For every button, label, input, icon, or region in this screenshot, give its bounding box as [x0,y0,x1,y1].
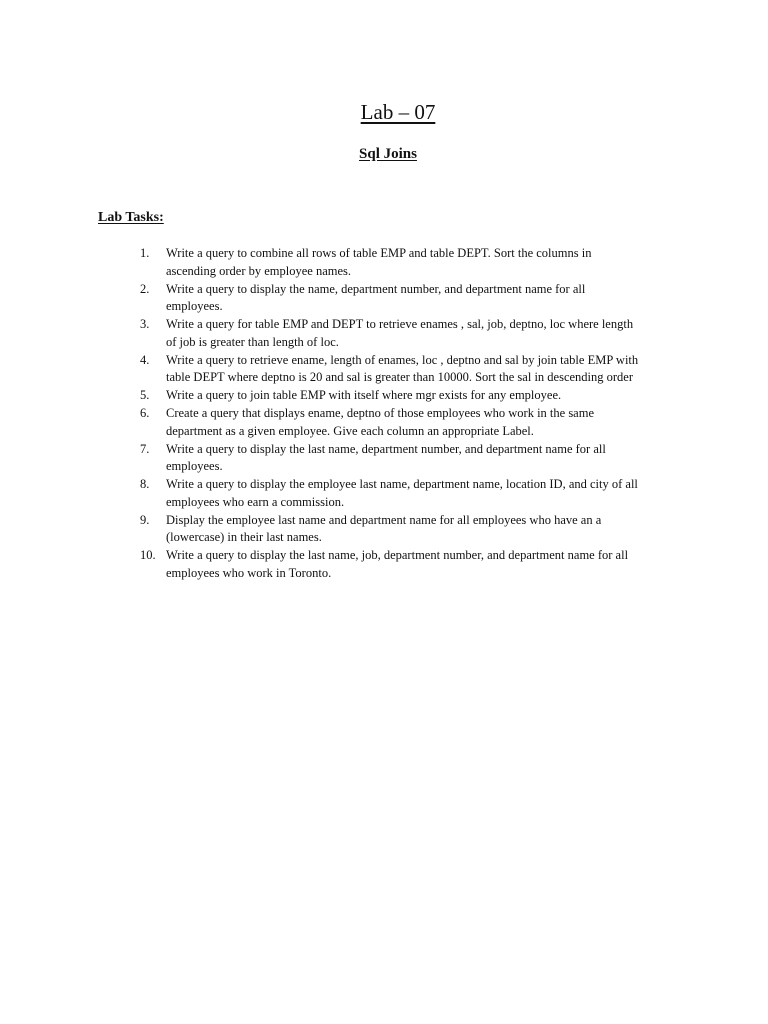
list-item-text: Write a query to retrieve ename, length of enames, loc , deptno and sal by join table EMP with table DEPT where deptno is 20 and sal is greater than 10000. Sort the sal in descending order [166,352,639,384]
list-item-number: 5. [140,388,150,402]
list-item [0,316,642,351]
list-item-text: Write a query to display the last name, job, department number, and department name for all employees who work in Toronto. [166,548,629,580]
list-item-number: 8. [140,477,150,491]
list-item-number: 6. [140,406,150,420]
page-subtitle: Sql Joins [359,146,417,162]
list-item-text: Write a query to display the employee last name, department name, location ID, and city of all employees who earn a commission. [166,477,638,509]
list-item-number: 2. [140,281,150,296]
list-item [0,547,642,582]
page-title: Lab – 07 [360,100,436,124]
list-item [0,476,642,511]
list-item-number: 9. [140,512,150,527]
list-item-text: Display the employee last name and department name for all employees who have an a (lowercase) in their last names. [166,512,602,544]
list-item [0,441,642,476]
section-heading: Lab Tasks: [98,210,164,225]
list-item-text: Write a query to display the last name, department number, and department name for all employees. [166,441,606,473]
list-item [0,245,642,280]
list-item [0,405,642,440]
list-item-number: 3. [140,317,150,331]
list-item-number: 1. [140,246,150,260]
list-item [0,352,642,387]
list-item [0,387,642,405]
list-item-text: Write a query to display the name, department number, and department name for all employees. [166,281,586,313]
list-item-number: 7. [140,441,150,456]
task-list [0,245,768,583]
list-item [0,512,642,547]
list-item-text: Write a query to join table EMP with itself where mgr exists for any employee. [166,388,562,402]
list-item-text: Create a query that displays ename, deptno of those employees who work in the same department as a given employee. Give each column an appropriate Label. [166,406,595,438]
list-item-number: 10. [140,548,156,562]
list-item-text: Write a query to combine all rows of table EMP and table DEPT. Sort the columns in ascending order by employee names. [166,246,592,278]
list-item [0,281,642,316]
list-item-text: Write a query for table EMP and DEPT to retrieve enames , sal, job, deptno, loc where length of job is greater than length of loc. [166,317,634,349]
list-item-number: 4. [140,352,150,367]
